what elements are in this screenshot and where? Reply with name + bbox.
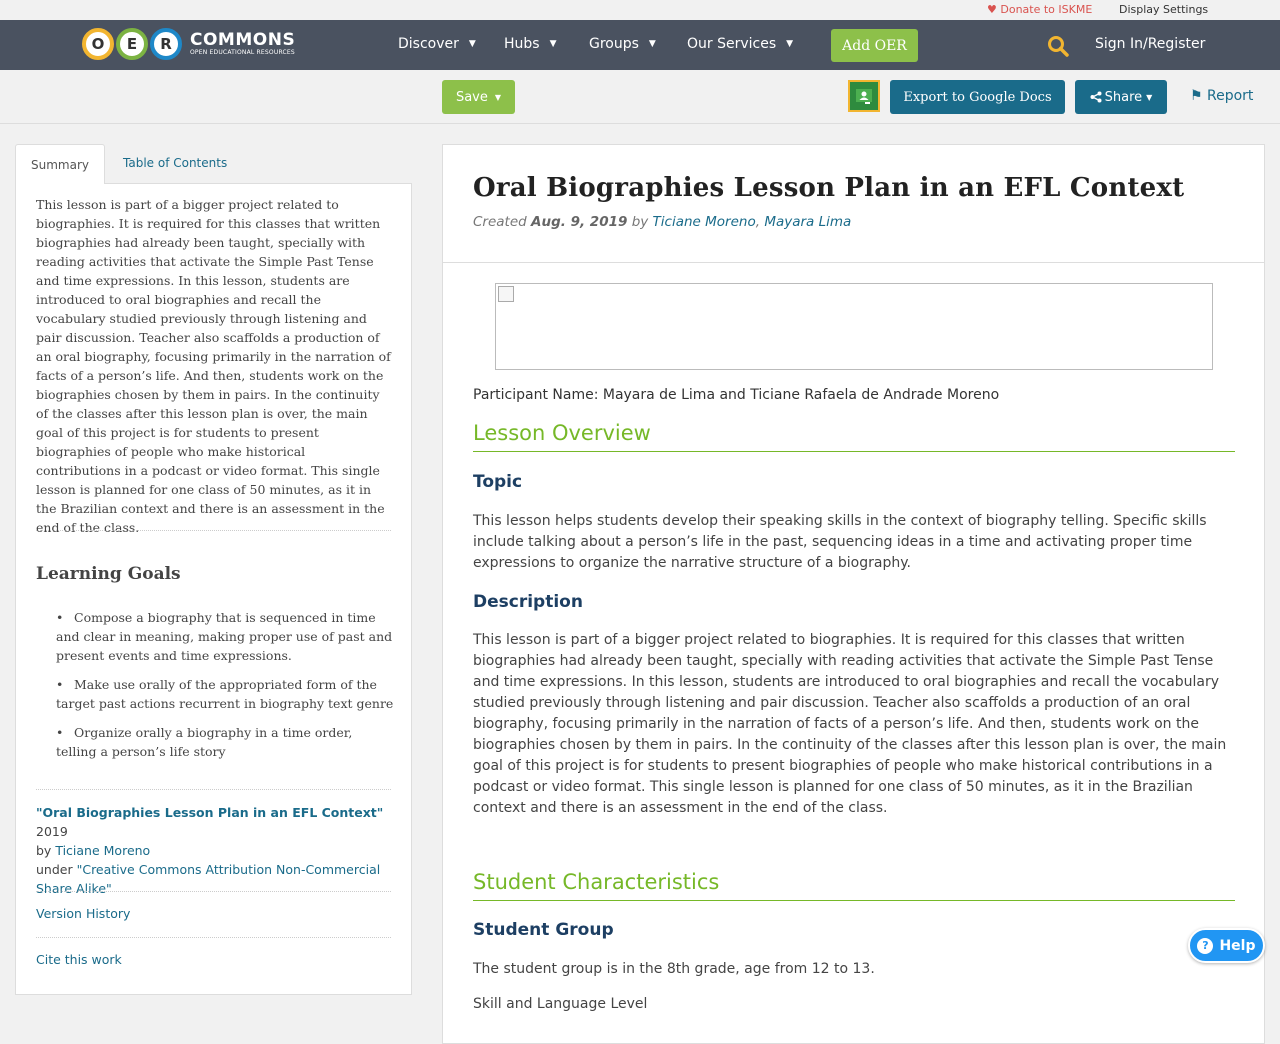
logo-letter-r: R: [150, 28, 182, 60]
participant-name: Participant Name: Mayara de Lima and Ticiane Rafaela de Andrade Moreno: [473, 387, 1000, 403]
broken-image-icon: [498, 286, 514, 302]
cite-this-work-link[interactable]: Cite this work: [36, 952, 122, 967]
chevron-down-icon: ▼: [648, 39, 656, 49]
google-classroom-icon[interactable]: [848, 80, 880, 112]
page-title: Oral Biographies Lesson Plan in an EFL Context: [473, 173, 1185, 203]
divider: [36, 937, 391, 938]
broken-image: [495, 283, 1213, 370]
divider: [36, 530, 391, 531]
report-link[interactable]: ⚑ Report: [1190, 88, 1254, 104]
nav-hubs[interactable]: Hubs ▼: [504, 36, 557, 52]
add-oer-button[interactable]: Add OER: [831, 29, 918, 62]
learning-goals-title: Learning Goals: [36, 564, 181, 584]
help-button[interactable]: ? Help: [1188, 928, 1265, 963]
summary-panel: [15, 144, 412, 995]
export-google-docs-button[interactable]: Export to Google Docs: [890, 80, 1065, 114]
work-title-link[interactable]: "Oral Biographies Lesson Plan in an EFL Context": [36, 805, 384, 820]
resource-header: [443, 145, 1264, 263]
oer-commons-logo[interactable]: [82, 26, 295, 62]
caret-down-icon: ▼: [1146, 92, 1153, 102]
sign-in-register-link[interactable]: Sign In/Register: [1095, 36, 1206, 52]
chevron-down-icon: ▼: [468, 39, 476, 49]
top-strip: [0, 0, 1280, 20]
logo-subtitle: OPEN EDUCATIONAL RESOURCES: [190, 49, 295, 56]
description-text: This lesson is part of a bigger project related to biographies. It is required for this classes that written biographies had already been taught, specially with reading activities that activate the Simple Past Tense and time expressions. In this lesson, students are introduced to oral biographies and recall the vocabulary studied previously through listening and pair discussion. Teacher also scaffolds a production of an oral biography, focusing primarily in the narration of facts of a person’s life. And then, students work on the biographies chosen by them in pairs. In the continuity of the classes after this lesson plan is over, the main goal of this project is for students to present biographies of people who make historical contributions in a podcast or video format. This single lesson is planned for one class of 50 minutes, as it in the Brazilian context and there is an assessment in the end of the class.: [473, 632, 1227, 816]
author-link[interactable]: Ticiane Moreno: [55, 843, 151, 858]
skill-level-text: Skill and Language Level: [473, 996, 648, 1012]
search-icon[interactable]: [1047, 35, 1069, 57]
nav-groups[interactable]: Groups ▼: [589, 36, 656, 52]
license-link[interactable]: "Creative Commons Attribution Non-Commercial Share Alike": [36, 862, 381, 896]
list-item: • Compose a biography that is sequenced in time and clear in meaning, making proper use of past and present events and time expressions.: [56, 610, 393, 663]
flag-icon: ⚑: [1190, 88, 1203, 104]
description-heading: Description: [473, 592, 583, 612]
resource-content: [442, 144, 1265, 1044]
author-link[interactable]: Mayara Lima: [764, 214, 852, 230]
logo-letter-e: E: [116, 28, 148, 60]
divider: [36, 891, 391, 892]
list-item: • Organize orally a biography in a time order, telling a person’s life story: [56, 725, 353, 759]
list-item: • Make use orally of the appropriated form of the target past actions recurrent in biography text genre: [56, 677, 394, 711]
divider: [36, 789, 391, 790]
logo-letter-o: O: [82, 28, 114, 60]
chevron-down-icon: ▼: [786, 39, 794, 49]
section-heading-lesson-overview: Lesson Overview: [473, 421, 1235, 452]
student-group-text: The student group is in the 8th grade, age from 12 to 13.: [473, 961, 875, 977]
created-date: Aug. 9, 2019: [531, 214, 628, 230]
attribution-block: "Oral Biographies Lesson Plan in an EFL Context" 2019 by Ticiane Moreno under "Creative Commons Attribution Non-Commercial Share Alike": [36, 805, 384, 896]
share-icon: [1090, 91, 1102, 103]
display-settings-link[interactable]: Display Settings: [1119, 3, 1209, 16]
topic-text: This lesson helps students develop their speaking skills in the context of biography telling. Specific skills include talking about a person’s life in the past, sequencing ideas in a time and activating proper time expressions to organize the narrative structure of a biography.: [473, 513, 1207, 571]
summary-body: [15, 183, 412, 995]
resource-toolbar: [0, 70, 1280, 124]
caret-down-icon: ▼: [494, 92, 502, 102]
author-link[interactable]: Ticiane Moreno: [652, 214, 756, 230]
share-button[interactable]: Share ▼: [1075, 80, 1167, 114]
chevron-down-icon: ▼: [549, 39, 557, 49]
section-heading-student-characteristics: Student Characteristics: [473, 870, 1235, 901]
tab-table-of-contents[interactable]: Table of Contents: [123, 156, 228, 170]
topic-heading: Topic: [473, 472, 523, 492]
question-icon: ?: [1197, 938, 1213, 954]
panel-tabs: [15, 144, 412, 184]
logo-word: COMMONS: [190, 30, 296, 50]
summary-text: This lesson is part of a bigger project related to biographies. It is required for this classes that written biographies had already been taught, specially with reading activities that activate the Simple Past Tense and time expressions. In this lesson, students are introduced to oral biographies and recall the vocabulary studied previously through listening and pair discussion. Teacher also scaffolds a production of an oral biography, focusing primarily in the narration of facts of a person’s life. And then, students work on the biographies chosen by them in pairs. In the continuity of the classes after this lesson plan is over, the main goal of this project is for students to present biographies of people who make historical contributions in a podcast or video format. This single lesson is planned for one class of 50 minutes, as it in the Brazilian context and there is an assessment in the end of the class.: [36, 197, 391, 535]
heart-icon: ♥: [987, 3, 997, 16]
nav-our-services[interactable]: Our Services ▼: [687, 36, 794, 52]
save-button[interactable]: Save ▼: [442, 80, 515, 114]
resource-meta: Created Aug. 9, 2019 by Ticiane Moreno, Mayara Lima: [473, 214, 852, 230]
version-history-link[interactable]: Version History: [36, 906, 131, 921]
student-group-heading: Student Group: [473, 920, 614, 940]
main-nav: [0, 20, 1280, 70]
tab-summary[interactable]: Summary: [15, 144, 105, 184]
donate-link[interactable]: ♥ Donate to ISKME: [987, 3, 1093, 16]
learning-goals-list: [56, 608, 396, 771]
nav-discover[interactable]: Discover ▼: [398, 36, 476, 52]
